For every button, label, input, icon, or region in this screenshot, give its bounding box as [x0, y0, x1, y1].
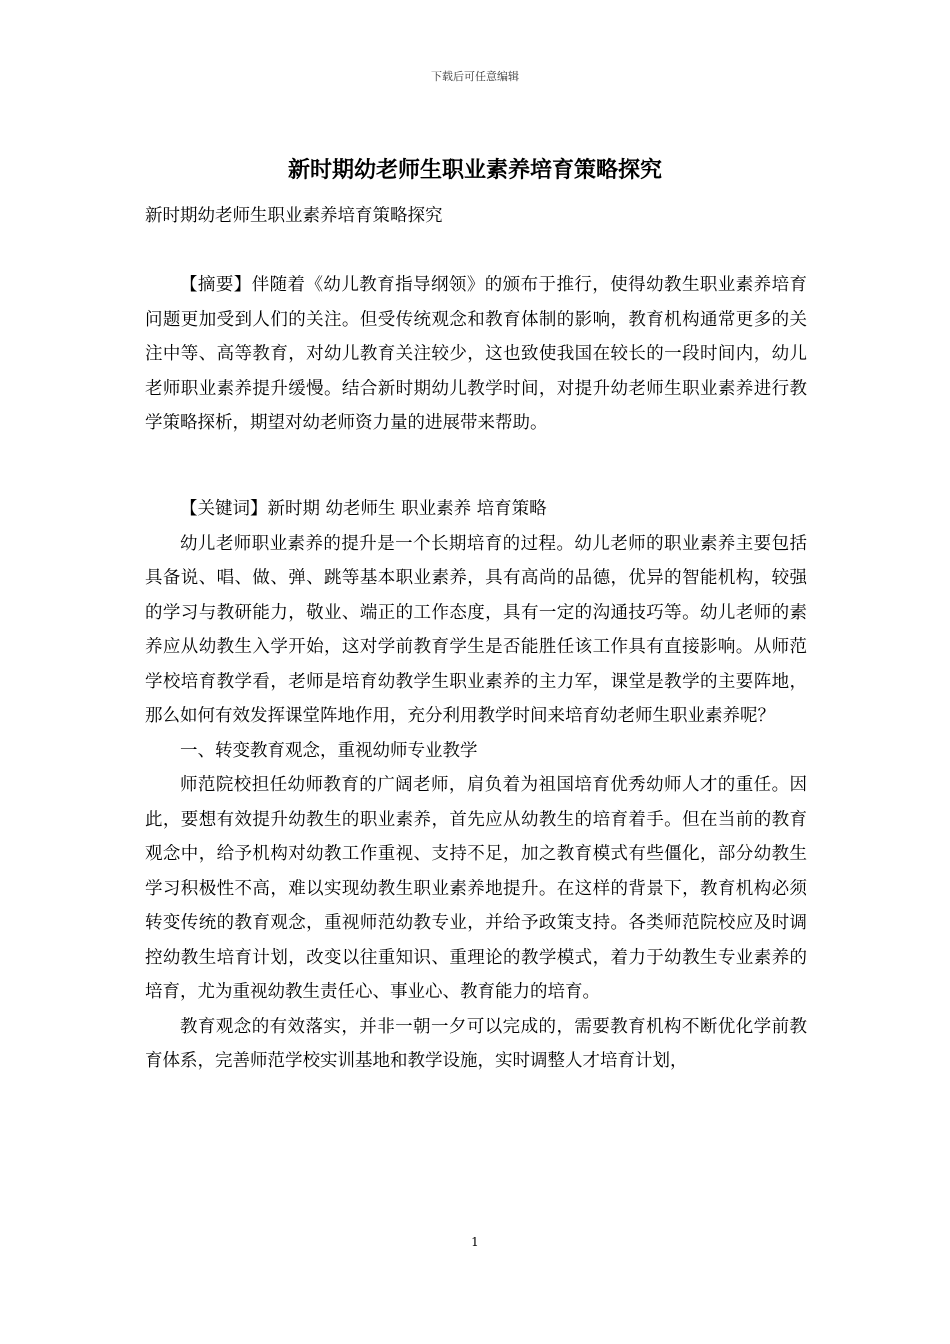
page-header-note: 下载后可任意编辑: [431, 70, 519, 83]
section-heading: 一、转变教育观念，重视幼师专业教学: [180, 740, 478, 761]
abstract-paragraph: 【摘要】伴随着《幼儿教育指导纲领》的颁布于推行，使得幼教生职业素养培育问题更加受到人们的关注。但受传统观念和教育体制的影响，教育机构通常更多的关注中等、高等教育，对幼儿教育关注较少，这也致使我国在较长的一段时间内，幼儿老师职业素养提升缓慢。结合新时期幼儿教学时间，对提升幼老师生职业素养进行教学策略探析，期望对幼老师资力量的进展带来帮助。: [145, 275, 807, 433]
document-title: 新时期幼老师生职业素养培育策略探究: [287, 157, 662, 183]
keywords-paragraph: 【关键词】新时期 幼老师生 职业素养 培育策略: [180, 499, 547, 519]
abstract-block: [145, 268, 807, 441]
page-number: 1: [471, 1235, 479, 1249]
body-paragraph: 教育观念的有效落实，并非一朝一夕可以完成的，需要教育机构不断优化学前教育体系，完善师范学校实训基地和教学设施，实时调整人才培育计划，: [145, 1016, 807, 1071]
main-body: [145, 492, 807, 1079]
document-subtitle: 新时期幼老师生职业素养培育策略探究: [145, 206, 443, 226]
intro-paragraph: 幼儿老师职业素养的提升是一个长期培育的过程。幼儿老师的职业素养主要包括具备说、唱、做、弹、跳等基本职业素养，具有高尚的品德，优异的智能机构，较强的学习与教研能力，敬业、端正的工作态度，具有一定的沟通技巧等。幼儿老师的素养应从幼教生入学开始，这对学前教育学生是否能胜任该工作具有直接影响。从师范学校培育教学看，老师是培育幼教学生职业素养的主力军，课堂是教学的主要阵地，那么如何有效发挥课堂阵地作用，充分利用教学时间来培育幼老师生职业素养呢？: [145, 533, 807, 726]
body-paragraph: 师范院校担任幼师教育的广阔老师，肩负着为祖国培育优秀幼师人才的重任。因此，要想有效提升幼教生的职业素养，首先应从幼教生的培育着手。但在当前的教育观念中，给予机构对幼教工作重视、支持不足，加之教育模式有些僵化，部分幼教生学习积极性不高，难以实现幼教生职业素养地提升。在这样的背景下，教育机构必须转变传统的教育观念，重视师范幼教专业，并给予政策支持。各类师范院校应及时调控幼教生培育计划，改变以往重知识、重理论的教学模式，着力于幼教生专业素养的培育，尤为重视幼教生责任心、事业心、教育能力的培育。: [145, 775, 807, 1002]
